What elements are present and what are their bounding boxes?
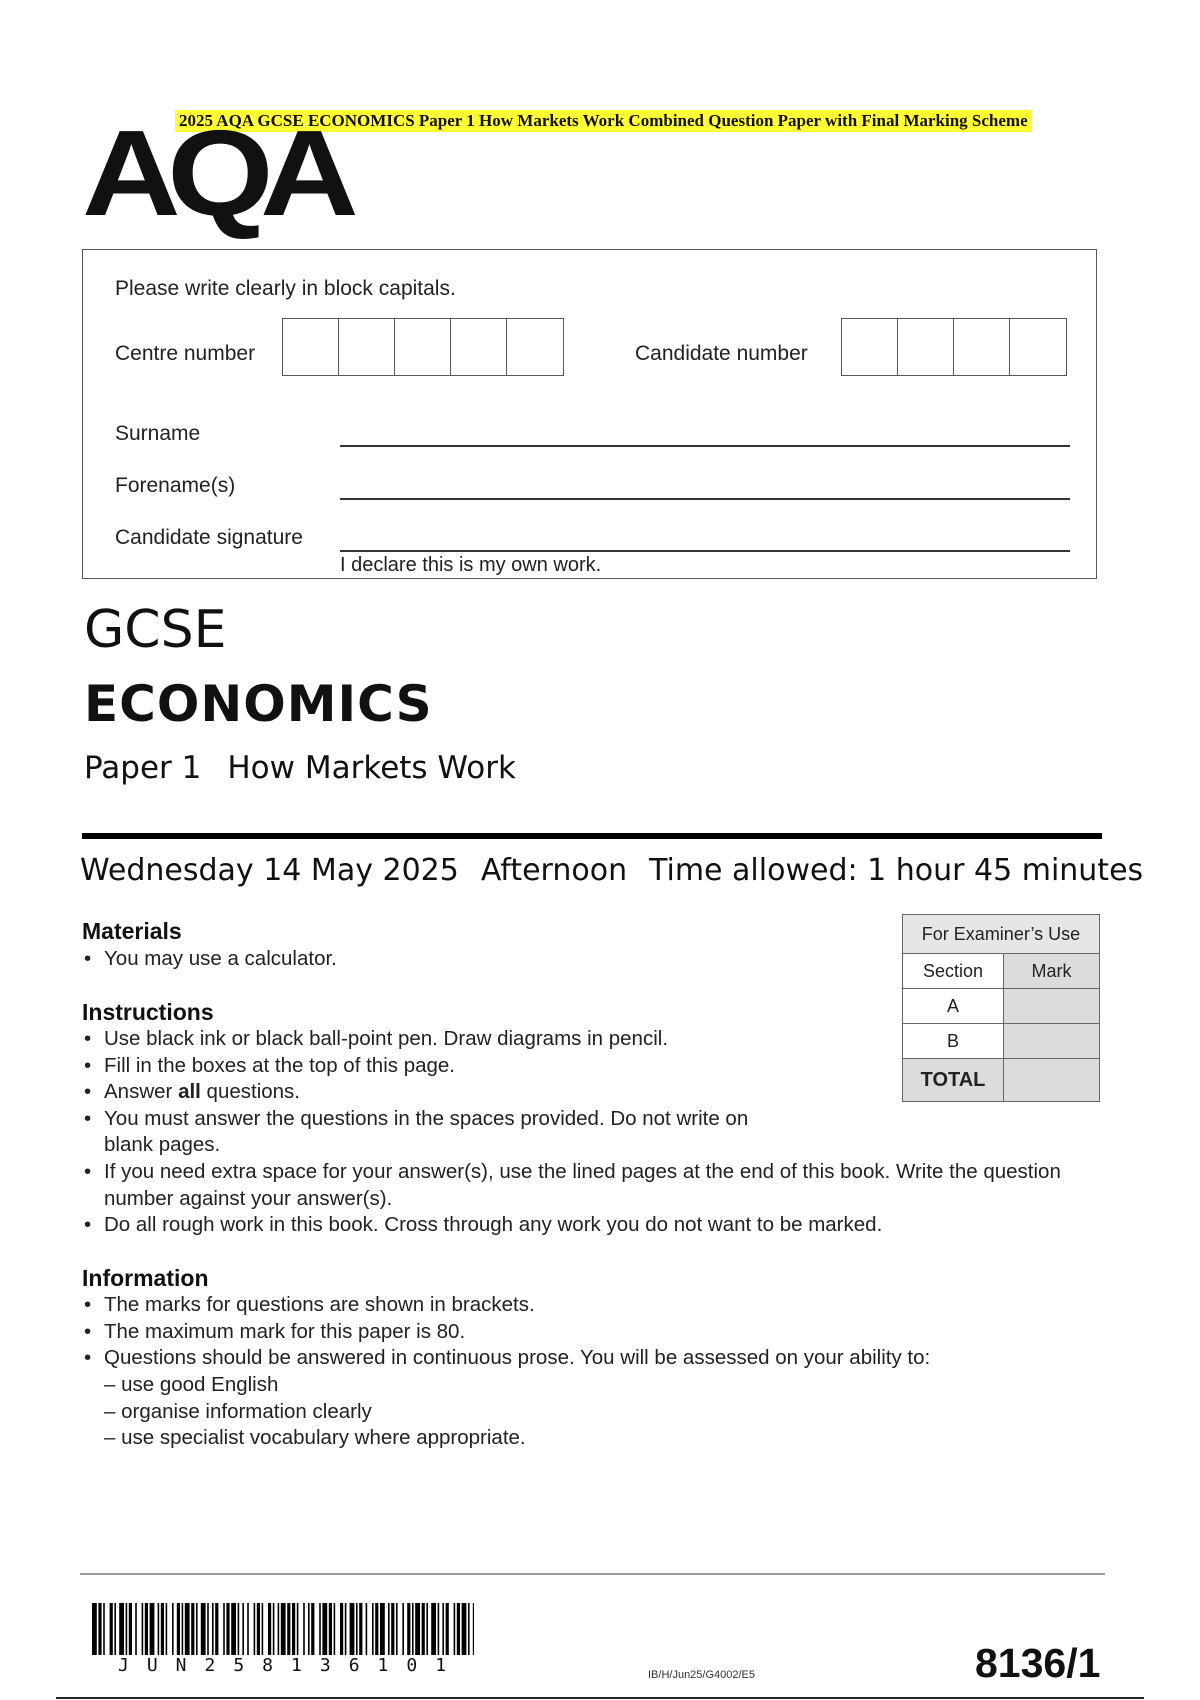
materials-heading: Materials (82, 918, 182, 944)
surname-line[interactable] (340, 445, 1070, 447)
footer-divider (80, 1573, 1105, 1575)
barcode-bar (366, 1603, 368, 1655)
centre-number-boxes[interactable] (282, 318, 564, 376)
list-item: • Fill in the boxes at the top of this page. (82, 1053, 802, 1080)
answer-all-suffix: questions. (200, 1080, 301, 1103)
barcode-bar (388, 1603, 390, 1655)
document-banner: 2025 AQA GCSE ECONOMICS Paper 1 How Markets Work Combined Question Paper with Final Marking Scheme (175, 110, 1032, 132)
barcode-bar (172, 1603, 174, 1655)
exam-date-line (80, 853, 1143, 888)
candidate-number-boxes[interactable] (841, 318, 1067, 376)
barcode-bar (196, 1603, 198, 1655)
surname-label: Surname (115, 422, 201, 445)
time-allowed: Time allowed: 1 hour 45 minutes (649, 853, 1144, 888)
barcode-bar (142, 1603, 144, 1655)
barcode-bar (161, 1603, 164, 1655)
paper-number: Paper 1 (84, 750, 202, 786)
barcode-bar (334, 1603, 336, 1655)
barcode-bar (278, 1603, 280, 1655)
barcode-bar (322, 1603, 327, 1655)
candidate-digit-box[interactable] (842, 319, 898, 375)
barcode-bar (268, 1603, 271, 1655)
barcode-bar (438, 1603, 440, 1655)
declaration-text: I declare this is my own work. (340, 554, 602, 576)
barcode-bar (238, 1603, 240, 1655)
paper-title (84, 750, 516, 786)
centre-digit-box[interactable] (283, 319, 339, 375)
instructions-list (82, 1026, 802, 1159)
list-item: • You must answer the questions in the spaces provided. Do not write on blank pages. (82, 1106, 802, 1159)
information-heading: Information (82, 1265, 209, 1291)
barcode-bar (129, 1603, 132, 1655)
centre-number-label: Centre number (115, 342, 256, 365)
centre-digit-box[interactable] (395, 319, 451, 375)
exam-session: Afternoon (480, 853, 628, 888)
barcode-bar (119, 1603, 124, 1655)
examiner-table-title: For Examiner’s Use (903, 915, 1100, 954)
examiner-use-table (902, 914, 1100, 1102)
barcode-bar (191, 1603, 194, 1655)
list-item: • Use black ink or black ball-point pen. Draw diagrams in pencil. (82, 1026, 802, 1053)
barcode-bar (350, 1603, 355, 1655)
barcode-bar (262, 1603, 264, 1655)
signature-line[interactable] (340, 550, 1070, 552)
barcode-bar (422, 1603, 425, 1655)
barcode-bar (473, 1603, 474, 1655)
paper-name: How Markets Work (227, 750, 516, 786)
barcode-bar (329, 1603, 332, 1655)
answer-all-prefix: Answer (104, 1080, 179, 1103)
barcode-bar (391, 1603, 394, 1655)
information-list (82, 1292, 1102, 1372)
subject-title: ECONOMICS (84, 675, 433, 733)
list-item: • You may use a calculator. (82, 946, 882, 973)
barcode-bar (308, 1603, 310, 1655)
barcode-bar (446, 1603, 449, 1655)
list-item (82, 1079, 802, 1106)
barcode-bar (215, 1603, 218, 1655)
candidate-digit-box[interactable] (898, 319, 954, 375)
centre-digit-box[interactable] (451, 319, 507, 375)
barcode-bar (207, 1603, 209, 1655)
barcode-bar (223, 1603, 225, 1655)
total-label-cell: TOTAL (903, 1059, 1004, 1102)
barcode-bar (380, 1603, 385, 1655)
section-column-header: Section (903, 954, 1004, 989)
instructions-heading: Instructions (82, 999, 214, 1025)
candidate-digit-box[interactable] (1010, 319, 1066, 375)
barcode-bar (166, 1603, 168, 1655)
barcode-bar (303, 1603, 305, 1655)
barcode-bar (431, 1603, 436, 1655)
paper-code: 8136/1 (975, 1640, 1101, 1686)
barcode-bar (177, 1603, 180, 1655)
instructions-list-cont (82, 1159, 1082, 1239)
barcode-bar (212, 1603, 214, 1655)
barcode-bar (103, 1603, 105, 1655)
barcode-bar (457, 1603, 460, 1655)
forenames-label: Forename(s) (115, 474, 236, 497)
barcode-bar (468, 1603, 470, 1655)
barcode-bar (126, 1603, 128, 1655)
centre-digit-box[interactable] (339, 319, 395, 375)
barcode-bar (257, 1603, 260, 1655)
barcode-bar (110, 1603, 113, 1655)
barcode-bar (92, 1603, 97, 1655)
barcode-bar (226, 1603, 229, 1655)
answer-all-emphasis: all (178, 1080, 201, 1103)
barcode-bar (345, 1603, 347, 1655)
section-b-mark-cell[interactable] (1004, 1024, 1100, 1059)
barcode-bar (145, 1603, 148, 1655)
list-item: • Do all rough work in this book. Cross through any work you do not want to be marked. (82, 1212, 1082, 1239)
barcode-bar (407, 1603, 410, 1655)
barcode-bar (412, 1603, 414, 1655)
barcode-bar (231, 1603, 236, 1655)
barcode-bar (98, 1603, 101, 1655)
barcode-bar (287, 1603, 290, 1655)
barcode-bar (462, 1603, 467, 1655)
barcode-bar (359, 1603, 362, 1655)
barcode-bar (415, 1603, 420, 1655)
aqa-logo: AQA (82, 105, 346, 241)
list-item: • The marks for questions are shown in brackets. (82, 1292, 1102, 1319)
barcode-bar (135, 1603, 137, 1655)
list-item: • If you need extra space for your answer(s), use the lined pages at the end of this book. Write the question number against your answer(s). (82, 1159, 1082, 1212)
barcode-bar (396, 1603, 398, 1655)
barcode-bar (426, 1603, 428, 1655)
barcode-bar (182, 1603, 184, 1655)
barcode-bar (442, 1603, 444, 1655)
barcode-bar (273, 1603, 275, 1655)
barcode-bar (454, 1603, 456, 1655)
section-a-mark-cell[interactable] (1004, 989, 1100, 1024)
forenames-line[interactable] (340, 498, 1070, 500)
barcode-bar (402, 1603, 404, 1655)
total-mark-cell[interactable] (1004, 1059, 1100, 1102)
document-reference: IB/H/Jun25/G4002/E5 (648, 1669, 756, 1681)
materials-list (82, 946, 882, 973)
section-b-cell: B (903, 1024, 1004, 1059)
candidate-number-label: Candidate number (635, 342, 808, 365)
candidate-digit-box[interactable] (954, 319, 1010, 375)
barcode-bar (356, 1603, 358, 1655)
signature-label: Candidate signature (115, 526, 303, 549)
barcode-bar (247, 1603, 249, 1655)
qualification-title: GCSE (84, 600, 227, 660)
mark-column-header: Mark (1004, 954, 1100, 989)
barcode-bar (311, 1603, 314, 1655)
barcode-bar (254, 1603, 256, 1655)
barcode-bar (185, 1603, 190, 1655)
candidate-details-box (82, 249, 1097, 579)
heavy-divider (82, 833, 1102, 839)
barcode-text: JUN258136101 (118, 1655, 465, 1676)
barcode-bar (281, 1603, 286, 1655)
section-a-cell: A (903, 989, 1004, 1024)
criteria-item: – use specialist vocabulary where appropriate. (104, 1426, 526, 1449)
block-capitals-instruction: Please write clearly in block capitals. (115, 277, 456, 300)
criteria-item: – organise information clearly (104, 1399, 372, 1423)
list-item: • Questions should be answered in continuous prose. You will be assessed on your ability to: (82, 1345, 1102, 1372)
list-item: • The maximum mark for this paper is 80. (82, 1319, 1102, 1346)
barcode-bar (292, 1603, 295, 1655)
exam-date: Wednesday 14 May 2025 (80, 853, 459, 888)
barcode-bar (158, 1603, 160, 1655)
barcode-bar (201, 1603, 206, 1655)
barcode-bar (242, 1603, 244, 1655)
barcode-bar (114, 1603, 116, 1655)
barcode-bar (319, 1603, 321, 1655)
barcode-bar (297, 1603, 299, 1655)
barcode-bar (340, 1603, 343, 1655)
barcode-image (92, 1603, 474, 1655)
bottom-divider (56, 1697, 1144, 1699)
assessment-criteria (82, 1372, 526, 1452)
barcode-bar (372, 1603, 374, 1655)
barcode-bar (150, 1603, 155, 1655)
centre-digit-box[interactable] (507, 319, 563, 375)
barcode-bar (375, 1603, 378, 1655)
criteria-item: – use good English (104, 1373, 279, 1396)
